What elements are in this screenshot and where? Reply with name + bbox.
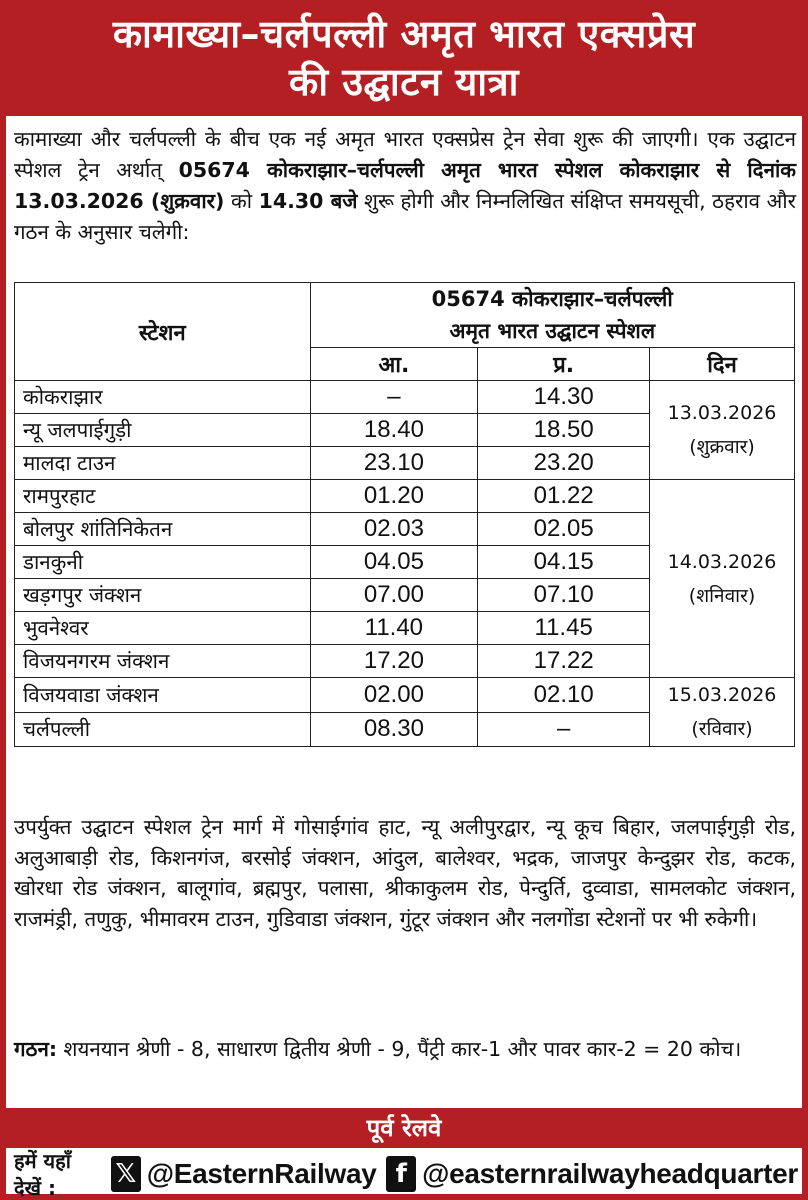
stops-paragraph: उपर्युक्त उद्घाटन स्पेशल ट्रेन मार्ग में गोसाईगांव हाट, न्यू अलीपुरद्वार, न्यू कूच बिहार, जलपाईगुड़ी रोड, अलुआबाड़ी रोड, किशनगंज, बरसोई जंक्शन, आंदुल, बालेश्वर, भद्रक, जाजपुर केन्दुझर रोड, कटक, खोरधा रोड जंक्शन, बालूगांव, ब्रह्मपुर, पलासा, श्रीकाकुलम रोड, पेन्दुर्ति, दुव्वाडा, सामलकोट जंक्शन, राजमंड्री, तणुकु, भीमावरम टाउन, गुडिवाडा जंक्शन, गुंटूर जंक्शन और नलगोंडा स्टेशनों पर भी रुकेगी। [14,815,796,931]
departure-cell: – [478,712,650,747]
day-cell [650,480,795,678]
day-cell [650,678,795,747]
station-cell: कोकराझार [15,381,311,414]
arrival-cell: 17.20 [310,645,478,678]
title-line-1: कामाख्या–चर्लपल्ली अमृत भारत एक्सप्रेस [112,12,696,56]
x-handle[interactable]: @EasternRailway [146,1158,377,1189]
intro-paragraph [14,124,796,248]
composition-label: गठन: [14,1037,58,1061]
arrival-cell: 01.20 [310,480,478,513]
facebook-icon: f [386,1156,416,1192]
departure-cell: 02.10 [478,678,650,713]
intro-text-1: कामाख्या और चर्लपल्ली के बीच एक नई अमृत भारत एक्सप्रेस ट्रेन सेवा शुरू की जाएगी। एक उद्घाटन स्पेशल ट्रेन अर्थात् [14,127,796,182]
departure-cell: 11.45 [478,612,650,645]
train-header-line-1: 05674 कोकराझार–चर्लपल्ली [431,287,673,311]
departure-header: प्र. [478,348,650,381]
departure-cell: 14.30 [478,381,650,414]
arrival-header: आ. [310,348,478,381]
table-row [15,678,795,713]
day-weekday: (शनिवार) [688,584,756,607]
station-cell: रामपुरहाट [15,480,311,513]
social-bar [0,1148,808,1200]
arrival-cell: – [310,381,478,414]
departure-cell: 17.22 [478,645,650,678]
day-date: 14.03.2026 [667,550,777,573]
arrival-cell: 08.30 [310,712,478,747]
intro-text-3: शुरू होगी और निम्नलिखित संक्षिप्त समयसूची, ठहराव और गठन के अनुसार चलेगी: [14,189,796,244]
organization-banner: पूर्व रेलवे [0,1108,808,1148]
departure-cell: 18.50 [478,414,650,447]
x-logo-icon: 𝕏 [111,1156,141,1192]
departure-cell: 02.05 [478,513,650,546]
composition-text: शयनयान श्रेणी - 8, साधारण द्वितीय श्रेणी - 9, पैंट्री कार-1 और पावर कार-2 = 20 कोच। [57,1037,742,1061]
train-header [310,283,794,348]
title-line-2: की उद्घाटन यात्रा [289,60,519,104]
departure-cell: 01.22 [478,480,650,513]
arrival-cell: 02.03 [310,513,478,546]
day-date: 15.03.2026 [667,684,777,706]
day-weekday: (शुक्रवार) [689,436,755,458]
departure-cell: 04.15 [478,546,650,579]
train-header-line-2: अमृत भारत उद्घाटन स्पेशल [449,319,656,343]
follow-label: हमें यहाँ देखें : [14,1149,71,1200]
title-banner [0,0,808,116]
intro-bold-2: 14.30 बजे [258,189,358,213]
station-cell: खड़गपुर जंक्शन [15,579,311,612]
station-cell: चर्लपल्ली [15,712,311,747]
departure-cell: 07.10 [478,579,650,612]
station-cell: बोलपुर शांतिनिकेतन [15,513,311,546]
intro-bold-1: 05674 कोकराझार–चर्लपल्ली अमृत भारत स्पेशल कोकराझार से दिनांक 13.03.2026 (शुक्रवार) [14,158,796,213]
station-cell: भुवनेश्वर [15,612,311,645]
station-cell: विजयवाडा जंक्शन [15,678,311,713]
arrival-cell: 18.40 [310,414,478,447]
day-cell [650,381,795,480]
day-date: 13.03.2026 [667,402,777,424]
station-cell: डानकुनी [15,546,311,579]
table-row [15,480,795,513]
composition-paragraph [14,1034,796,1065]
arrival-cell: 02.00 [310,678,478,713]
day-weekday: (रविवार) [691,718,753,740]
station-cell: विजयनगरम जंक्शन [15,645,311,678]
station-cell: न्यू जलपाईगुड़ी [15,414,311,447]
departure-cell: 23.20 [478,447,650,480]
station-header: स्टेशन [15,283,311,381]
arrival-cell: 07.00 [310,579,478,612]
intro-text-2: को [224,189,259,213]
facebook-handle[interactable]: @easternrailwayheadquarter [422,1158,798,1189]
station-cell: मालदा टाउन [15,447,311,480]
day-header: दिन [650,348,795,381]
table-row [15,381,795,414]
arrival-cell: 04.05 [310,546,478,579]
arrival-cell: 23.10 [310,447,478,480]
arrival-cell: 11.40 [310,612,478,645]
schedule-table [14,282,795,747]
